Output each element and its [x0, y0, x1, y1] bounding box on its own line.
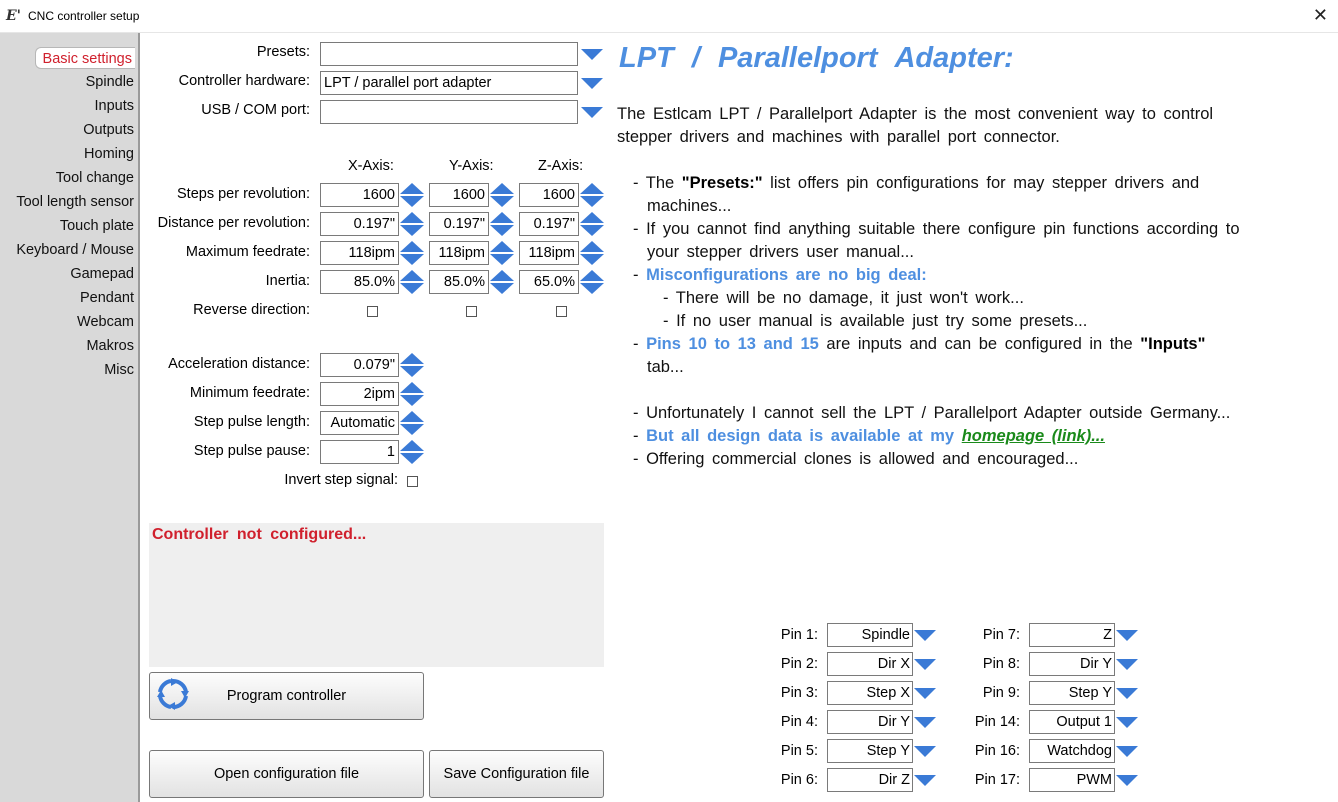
tab-makros[interactable]: Makros	[86, 338, 134, 354]
presets-dropdown-arrow-icon[interactable]	[581, 49, 603, 60]
controller-hardware-label: Controller hardware:	[178, 73, 310, 89]
info-intro-line1: The Estlcam LPT / Parallelport Adapter is the most convenient way to control	[617, 105, 1214, 123]
pin-2-label: Pin 2:	[780, 656, 818, 672]
x-inertia-input[interactable]: 85.0%	[320, 270, 399, 294]
pin-8-dropdown-arrow-icon[interactable]	[1116, 659, 1138, 670]
pin-6-select[interactable]: Dir Z	[827, 768, 913, 792]
tab-misc[interactable]: Misc	[104, 362, 134, 378]
x-feedrate-stepper-icon[interactable]	[400, 241, 424, 265]
pin-16-label: Pin 16:	[974, 743, 1020, 759]
pin-9-label: Pin 9:	[982, 685, 1020, 701]
save-configuration-button[interactable]	[429, 750, 604, 798]
invert-step-signal-checkbox[interactable]	[407, 476, 418, 487]
open-configuration-label: Open configuration file	[213, 766, 360, 782]
pin-3-select[interactable]: Step X	[827, 681, 913, 705]
save-configuration-label: Save Configuration file	[443, 766, 590, 782]
step-pulse-length-input[interactable]: Automatic	[320, 411, 399, 435]
tab-touch-plate[interactable]: Touch plate	[59, 218, 134, 234]
estlcam-app-icon: E'	[6, 8, 21, 24]
pin-2-select[interactable]: Dir X	[827, 652, 913, 676]
pin-17-select[interactable]: PWM	[1029, 768, 1115, 792]
info-clones-note: - Offering commercial clones is allowed and encouraged...	[633, 450, 1079, 468]
x-inertia-stepper-icon[interactable]	[400, 270, 424, 294]
tab-pendant[interactable]: Pendant	[79, 290, 134, 306]
x-steps-stepper-icon[interactable]	[400, 183, 424, 207]
info-design-data-note: - But all design data is available at my homepage (link)...	[633, 427, 1105, 445]
x-reverse-checkbox[interactable]	[367, 306, 378, 317]
inertia-label: Inertia:	[265, 273, 310, 289]
tab-spindle[interactable]: Spindle	[85, 74, 134, 90]
z-feedrate-stepper-icon[interactable]	[580, 241, 604, 265]
y-distance-stepper-icon[interactable]	[490, 212, 514, 236]
pin-16-dropdown-arrow-icon[interactable]	[1116, 746, 1138, 757]
usb-com-port-select[interactable]	[320, 100, 578, 124]
step-pulse-length-label: Step pulse length:	[193, 414, 310, 430]
pin-8-label: Pin 8:	[982, 656, 1020, 672]
z-inertia-stepper-icon[interactable]	[580, 270, 604, 294]
reverse-direction-label: Reverse direction:	[193, 302, 310, 318]
window-title: CNC controller setup	[28, 9, 140, 23]
port-dropdown-arrow-icon[interactable]	[581, 107, 603, 118]
pin-1-select[interactable]: Spindle	[827, 623, 913, 647]
y-inertia-stepper-icon[interactable]	[490, 270, 514, 294]
info-presets-note-cont: machines...	[647, 197, 732, 215]
y-reverse-checkbox[interactable]	[466, 306, 477, 317]
y-feedrate-stepper-icon[interactable]	[490, 241, 514, 265]
steps-per-revolution-label: Steps per revolution:	[177, 186, 310, 202]
acceleration-distance-label: Acceleration distance:	[168, 356, 310, 372]
pin-6-label: Pin 6:	[780, 772, 818, 788]
info-intro-line2: stepper drivers and machines with parallel port connector.	[617, 128, 1060, 146]
z-steps-input[interactable]: 1600	[519, 183, 579, 207]
step-pulse-pause-label: Step pulse pause:	[193, 443, 310, 459]
pin-5-label: Pin 5:	[780, 743, 818, 759]
minimum-feedrate-input[interactable]: 2ipm	[320, 382, 399, 406]
tab-inputs[interactable]: Inputs	[94, 98, 134, 114]
pin-6-dropdown-arrow-icon[interactable]	[914, 775, 936, 786]
y-distance-input[interactable]: 0.197"	[429, 212, 489, 236]
pin-7-dropdown-arrow-icon[interactable]	[1116, 630, 1138, 641]
pin-4-select[interactable]: Dir Y	[827, 710, 913, 734]
pin-7-select[interactable]: Z	[1029, 623, 1115, 647]
minimum-feedrate-label: Minimum feedrate:	[189, 385, 310, 401]
pin-5-select[interactable]: Step Y	[827, 739, 913, 763]
usb-com-port-label: USB / COM port:	[201, 102, 310, 118]
x-feedrate-input[interactable]: 118ipm	[320, 241, 399, 265]
controller-hardware-select[interactable]: LPT / parallel port adapter	[320, 71, 578, 95]
tab-gamepad[interactable]: Gamepad	[70, 266, 134, 282]
z-steps-stepper-icon[interactable]	[580, 183, 604, 207]
open-configuration-button[interactable]	[149, 750, 424, 798]
z-reverse-checkbox[interactable]	[556, 306, 567, 317]
pin-14-select[interactable]: Output 1	[1029, 710, 1115, 734]
info-misconfig-note: - Misconfigurations are no big deal:	[633, 266, 927, 284]
tab-keyboard-mouse[interactable]: Keyboard / Mouse	[16, 242, 134, 258]
info-pins-note-cont: tab...	[647, 358, 684, 376]
x-distance-stepper-icon[interactable]	[400, 212, 424, 236]
title-bar	[0, 0, 1338, 33]
pin-3-label: Pin 3:	[780, 685, 818, 701]
tab-tool-length-sensor[interactable]: Tool length sensor	[16, 194, 134, 210]
tab-outputs[interactable]: Outputs	[83, 122, 134, 138]
pin-16-select[interactable]: Watchdog	[1029, 739, 1115, 763]
y-feedrate-input[interactable]: 118ipm	[429, 241, 489, 265]
z-inertia-input[interactable]: 65.0%	[519, 270, 579, 294]
presets-select[interactable]	[320, 42, 578, 66]
info-misconfig-sub1: - There will be no damage, it just won't work...	[663, 289, 1024, 307]
info-presets-note: - The "Presets:" list offers pin configurations for may stepper drivers and	[633, 174, 1200, 192]
distance-per-revolution-label: Distance per revolution:	[157, 215, 310, 231]
y-steps-stepper-icon[interactable]	[490, 183, 514, 207]
pin-1-dropdown-arrow-icon[interactable]	[914, 630, 936, 641]
presets-label: Presets:	[256, 44, 310, 60]
tab-basic-settings[interactable]: Basic settings	[35, 47, 135, 69]
pin-9-select[interactable]: Step Y	[1029, 681, 1115, 705]
pin-5-dropdown-arrow-icon[interactable]	[914, 746, 936, 757]
acceleration-stepper-icon[interactable]	[400, 353, 424, 377]
status-panel	[149, 523, 604, 667]
pin-9-dropdown-arrow-icon[interactable]	[1116, 688, 1138, 699]
sidebar-tabs	[0, 33, 140, 802]
info-misconfig-sub2: - If no user manual is available just try some presets...	[663, 312, 1088, 330]
x-steps-input[interactable]: 1600	[320, 183, 399, 207]
step-pulse-length-stepper-icon[interactable]	[400, 411, 424, 435]
z-distance-stepper-icon[interactable]	[580, 212, 604, 236]
tab-tool-change[interactable]: Tool change	[55, 170, 134, 186]
pin-17-label: Pin 17:	[974, 772, 1020, 788]
pin-4-label: Pin 4:	[780, 714, 818, 730]
program-controller-label: Program controller	[226, 688, 347, 704]
step-pulse-pause-stepper-icon[interactable]	[400, 440, 424, 464]
maximum-feedrate-label: Maximum feedrate:	[185, 244, 310, 260]
z-feedrate-input[interactable]: 118ipm	[519, 241, 579, 265]
close-icon[interactable]: ✕	[1312, 5, 1328, 25]
homepage-link[interactable]: homepage (link)...	[961, 427, 1105, 445]
step-pulse-pause-input[interactable]: 1	[320, 440, 399, 464]
tab-homing[interactable]: Homing	[84, 146, 134, 162]
pin-4-dropdown-arrow-icon[interactable]	[914, 717, 936, 728]
y-axis-header: Y-Axis:	[449, 158, 494, 174]
pin-14-label: Pin 14:	[974, 714, 1020, 730]
pin-3-dropdown-arrow-icon[interactable]	[914, 688, 936, 699]
pin-7-label: Pin 7:	[982, 627, 1020, 643]
info-title: LPT / Parallelport Adapter:	[619, 42, 1014, 74]
minimum-feedrate-stepper-icon[interactable]	[400, 382, 424, 406]
y-steps-input[interactable]: 1600	[429, 183, 489, 207]
program-controller-button[interactable]	[149, 672, 424, 720]
z-distance-input[interactable]: 0.197"	[519, 212, 579, 236]
info-pins-note: - Pins 10 to 13 and 15 are inputs and can be configured in the "Inputs"	[633, 335, 1206, 353]
invert-step-signal-label: Invert step signal:	[284, 472, 398, 488]
info-manual-note: - If you cannot find anything suitable there configure pin functions according to	[633, 220, 1240, 238]
pin-1-label: Pin 1:	[780, 627, 818, 643]
hardware-dropdown-arrow-icon[interactable]	[581, 78, 603, 89]
acceleration-distance-input[interactable]: 0.079"	[320, 353, 399, 377]
tab-webcam[interactable]: Webcam	[77, 314, 134, 330]
pin-2-dropdown-arrow-icon[interactable]	[914, 659, 936, 670]
x-distance-input[interactable]: 0.197"	[320, 212, 399, 236]
status-message: Controller not configured...	[152, 526, 367, 543]
info-manual-note-cont: your stepper drivers user manual...	[647, 243, 914, 261]
pin-17-dropdown-arrow-icon[interactable]	[1116, 775, 1138, 786]
pin-14-dropdown-arrow-icon[interactable]	[1116, 717, 1138, 728]
x-axis-header: X-Axis:	[348, 158, 394, 174]
z-axis-header: Z-Axis:	[538, 158, 584, 174]
y-inertia-input[interactable]: 85.0%	[429, 270, 489, 294]
pin-8-select[interactable]: Dir Y	[1029, 652, 1115, 676]
info-germany-note: - Unfortunately I cannot sell the LPT / Parallelport Adapter outside Germany...	[633, 404, 1231, 422]
